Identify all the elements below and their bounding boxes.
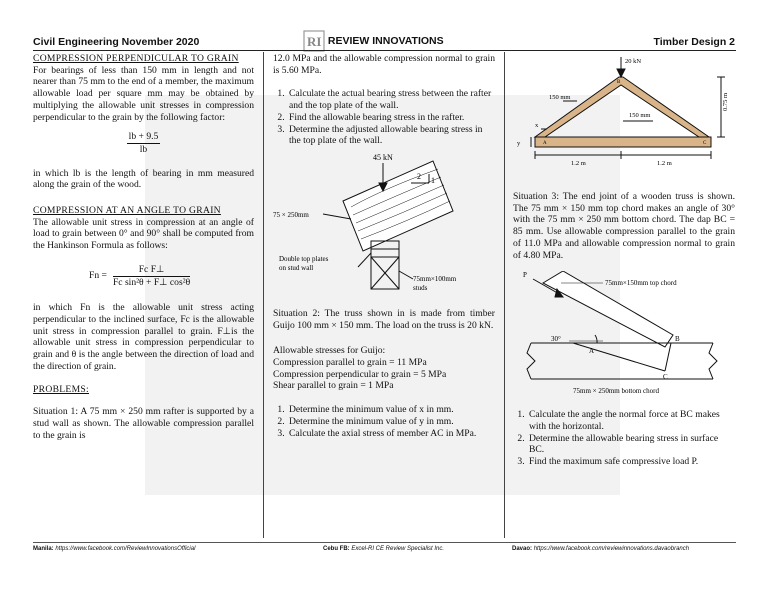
equation-denominator: Fc sin²θ + F⊥ cos²θ [112, 276, 191, 288]
list-item: 2. Determine the allowable bearing stress in surface BC. [527, 433, 735, 456]
bearing-factor-equation [33, 131, 254, 155]
rafter-figure [273, 149, 495, 304]
footer-link[interactable]: https://www.facebook.com/ReviewInnovationsOfficial [55, 546, 196, 552]
section-heading: COMPRESSION PERPENDICULAR TO GRAIN [33, 53, 239, 64]
equation-denominator: lb [139, 143, 148, 155]
list-item: 3. Determine the adjusted allowable bearing stress in the top plate of the wall. [287, 124, 495, 147]
x-label: x [535, 122, 539, 129]
joint-a-label: A [543, 141, 547, 146]
span-1-label: 1.2 m [571, 160, 586, 167]
load-p-label: P [523, 271, 527, 280]
header-brand: REVIEW INNOVATIONS [327, 35, 444, 47]
footer-link[interactable]: https://www.facebook.com/reviewinnovations.davaobranch [533, 546, 690, 552]
top-chord-label: 75mm×150mm top chord [605, 279, 677, 288]
equation-numerator: lb + 9.5 [128, 131, 159, 143]
footer-label: Manila: [33, 546, 54, 552]
y-label: y [517, 140, 521, 147]
list-item: 2. Find the allowable bearing stress in the rafter. [287, 112, 495, 124]
bottom-chord-label: 75mm × 250mm bottom chord [573, 387, 659, 396]
paragraph: Situation 2: The truss shown in is made from timber Guijo 100 mm × 150 mm. The load on the truss is 20 kN. [273, 307, 495, 331]
column-2 [273, 53, 495, 439]
column-divider [263, 52, 264, 538]
slope-rise-label: 1 [431, 175, 435, 185]
header-rule [33, 50, 736, 51]
problem-list-1 [273, 88, 495, 147]
problem-list-2 [273, 404, 495, 439]
paragraph: The allowable unit stress in compression at an angle of load to grain between 0° and 90° shall be computed from the Hankinson Formula as follows: [33, 216, 254, 252]
load-label: 45 kN [373, 152, 393, 162]
point-c-label: C [663, 373, 668, 382]
header-topic: Timber Design 2 [653, 36, 735, 48]
paragraph: in which lb is the length of bearing in mm measured along the grain of the wood. [33, 167, 254, 191]
list-item: 3. Find the maximum safe compressive load P. [527, 456, 735, 468]
footer-manila [33, 546, 195, 552]
list-item: 1. Determine the minimum value of x in mm. [287, 404, 495, 416]
point-a-label: A [589, 347, 595, 356]
column-1 [33, 53, 254, 441]
paragraph: Situation 3: The end joint of a wooden truss is shown. The 75 mm × 150 mm top chord makes an angle of 30° with the 75 mm × 250 mm bottom chord. The dap BC = 85 mm. Use allowable compression parallel to the grain of 11.0 MPa and allowable compression normal to grain of 4.80 MPa. [513, 191, 735, 261]
list-item: 3. Calculate the axial stress of member AC in MPa. [287, 428, 495, 440]
footer-label: Davao: [512, 546, 533, 552]
list-item: 1. Calculate the angle the normal force at BC makes with the horizontal. [527, 409, 735, 432]
truss-figure [513, 53, 735, 171]
header-logo [303, 30, 444, 52]
footer-cebu [323, 546, 444, 552]
rafter-size-label: 75 × 250mm [273, 210, 309, 219]
equation-numerator: Fc F⊥ [113, 264, 190, 277]
column-divider [504, 52, 505, 538]
height-label: 0.75 m [722, 92, 729, 111]
section-heading: PROBLEMS: [33, 384, 90, 396]
paragraph: Allowable stresses for Guijo: [273, 345, 386, 357]
column-3 [513, 53, 735, 468]
point-b-label: B [675, 335, 680, 344]
end-joint-figure [513, 271, 735, 401]
studs-label: studs [413, 283, 428, 292]
joint-c-label: C [703, 141, 707, 146]
footer-davao [512, 546, 689, 552]
top-plates-label: Double top plates [279, 254, 329, 263]
joint-b-label: B [617, 80, 621, 85]
top-chord-width-label: 150 mm [549, 94, 571, 101]
paragraph: Compression parallel to grain = 11 MPa [273, 357, 427, 369]
ri-logo-icon [303, 30, 325, 52]
footer-rule [33, 542, 736, 543]
paragraph: Shear parallel to grain = 1 MPa [273, 380, 394, 392]
list-item: 1. Calculate the actual bearing stress between the rafter and the top plate of the wall. [287, 88, 495, 111]
angle-label: 30° [551, 335, 561, 344]
list-item: 2. Determine the minimum value of y in mm. [287, 416, 495, 428]
svg-text:RI: RI [307, 34, 322, 49]
studs-size-label: 75mm×100mm [413, 274, 457, 283]
section-heading: COMPRESSION AT AN ANGLE TO GRAIN [33, 205, 221, 217]
span-2-label: 1.2 m [657, 160, 672, 167]
load-label: 20 kN [625, 58, 642, 65]
footer-text: Excel-RI CE Review Specialist Inc. [351, 546, 445, 552]
paragraph: in which Fn is the allowable unit stress acting perpendicular to the inclined surface, Fc is the allowable unit stress in compression parallel to grain. F⊥is the allowable unit stress in compression perpendicular to grain and θ is the angle between the direction of load and the direction of grain. [33, 302, 254, 372]
problem-list-3 [513, 409, 735, 468]
paragraph: For bearings of less than 150 mm in length and not nearer than 75 mm to the end of a member, the maximum allowable load per square mm may be obtained by multiplying the allowable unit stresses in compression perpendicular to the grain by the following factor: [33, 64, 254, 123]
paragraph: Situation 1: A 75 mm × 250 mm rafter is supported by a stud wall as shown. The allowable compression parallel to the grain is [33, 406, 254, 441]
footer-label: Cebu FB: [323, 546, 350, 552]
header-course-title: Civil Engineering November 2020 [33, 36, 200, 48]
slope-run-label: 2 [417, 171, 421, 181]
paragraph: 12.0 MPa and the allowable compression normal to grain is 5.60 MPa. [273, 53, 495, 76]
hankinson-equation [89, 264, 254, 288]
paragraph: Compression perpendicular to grain = 5 MPa [273, 368, 447, 380]
equation-lhs: Fn = [89, 270, 107, 282]
top-plates-label-2: on stud wall [279, 263, 314, 272]
bottom-chord-width-label: 150 mm [629, 112, 651, 119]
